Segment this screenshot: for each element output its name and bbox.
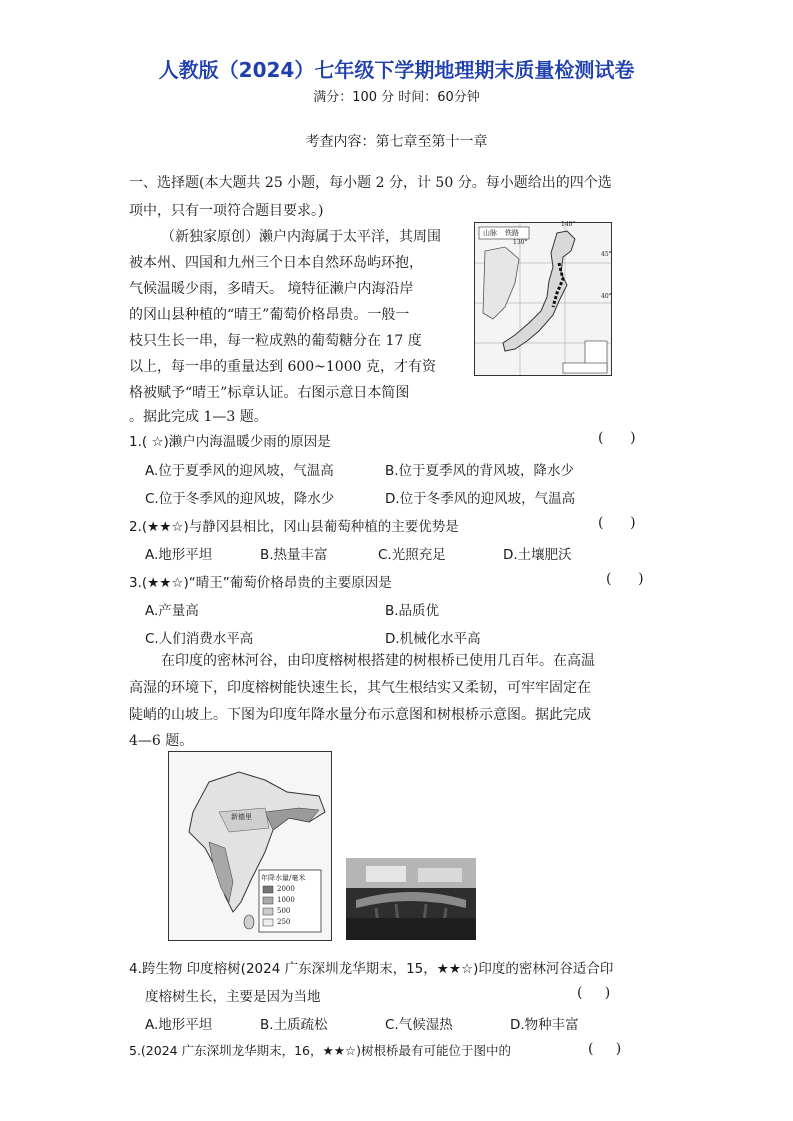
exam-title: 人教版（2024）七年级下学期地理期末质量检测试卷 bbox=[158, 58, 635, 82]
map-longitude-label: 140° bbox=[561, 221, 576, 228]
q4-stem-line2: 度榕树生长，主要是因为当地 bbox=[145, 989, 321, 1005]
exam-subtitle: 满分：100 分 时间：60分钟 bbox=[313, 90, 480, 105]
section1-heading-line1: 一、选择题(本大题共 25 小题，每小题 2 分，计 50 分。每小题给出的四个选 bbox=[129, 175, 612, 191]
map-legend-value: 500 bbox=[277, 907, 291, 915]
japan-map-image bbox=[475, 223, 611, 375]
map-legend-value: 1000 bbox=[277, 896, 295, 904]
q3-option-a[interactable]: A.产量高 bbox=[145, 603, 199, 619]
passage1-line: 枝只生长一串，每一粒成熟的葡萄糖分在 17 度 bbox=[129, 333, 422, 349]
map-latitude-label: 40° bbox=[601, 293, 612, 300]
exam-scope: 考查内容：第七章至第十一章 bbox=[305, 134, 488, 150]
q3-answer-bracket[interactable]: ( ) bbox=[606, 571, 644, 587]
q2-stem: 2.(★★☆)与静冈县相比，冈山县葡萄种植的主要优势是 bbox=[129, 519, 459, 535]
map-longitude-label: 130° bbox=[513, 239, 528, 246]
q1-option-b[interactable]: B.位于夏季风的背风坡，降水少 bbox=[385, 463, 575, 479]
q4-stem-line1: 4.跨生物 印度榕树(2024 广东深圳龙华期末，15，★★☆)印度的密林河谷适合印 bbox=[129, 961, 614, 977]
q2-option-a[interactable]: A.地形平坦 bbox=[145, 547, 213, 563]
india-map-image bbox=[169, 752, 331, 940]
map-legend-value: 2000 bbox=[277, 885, 295, 893]
section1-heading-line2: 项中，只有一项符合题目要求。) bbox=[129, 203, 324, 219]
map-legend-label: 山脉 bbox=[483, 229, 497, 237]
q4-answer-bracket[interactable]: ( ) bbox=[577, 985, 611, 1001]
map-legend-title: 年降水量/毫米 bbox=[261, 874, 306, 882]
q4-option-c[interactable]: C.气候湿热 bbox=[385, 1017, 453, 1033]
q5-stem: 5.(2024 广东深圳龙华期末，16，★★☆)树根桥最有可能位于图中的 bbox=[129, 1043, 511, 1058]
passage1-line: 以上，每一串的重量达到 600~1000 克，才有资 bbox=[129, 359, 436, 375]
q1-answer-bracket[interactable]: ( ) bbox=[598, 430, 636, 446]
root-bridge-photo bbox=[346, 858, 476, 940]
q2-option-d[interactable]: D.土壤肥沃 bbox=[503, 547, 572, 563]
q4-option-a[interactable]: A.地形平坦 bbox=[145, 1017, 213, 1033]
q4-option-b[interactable]: B.土质疏松 bbox=[260, 1017, 328, 1033]
q3-option-c[interactable]: C.人们消费水平高 bbox=[145, 631, 254, 647]
passage1-line: 格被赋予“晴王”标章认证。右图示意日本简图 bbox=[129, 385, 410, 401]
q1-option-c[interactable]: C.位于冬季风的迎风坡，降水少 bbox=[145, 491, 335, 507]
q1-option-d[interactable]: D.位于冬季风的迎风坡，气温高 bbox=[385, 491, 576, 507]
q4-option-d[interactable]: D.物种丰富 bbox=[510, 1017, 579, 1033]
q3-option-b[interactable]: B.品质优 bbox=[385, 603, 440, 619]
q1-option-a[interactable]: A.位于夏季风的迎风坡，气温高 bbox=[145, 463, 334, 479]
japan-map-figure bbox=[474, 222, 612, 376]
passage1-line: 气候温暖少雨，多晴天。 境特征濑户内海沿岸 bbox=[129, 281, 414, 297]
q1-stem: 1.( ☆)濑户内海温暖少雨的原因是 bbox=[129, 434, 331, 450]
passage1-line: 。据此完成 1—3 题。 bbox=[129, 409, 268, 425]
passage2-line: 高湿的环境下，印度榕树能快速生长，其气生根结实又柔韧，可牢牢固定在 bbox=[129, 680, 591, 696]
map-legend-value: 250 bbox=[277, 918, 291, 926]
q5-answer-bracket[interactable]: ( ) bbox=[588, 1041, 622, 1057]
q2-answer-bracket[interactable]: ( ) bbox=[598, 515, 636, 531]
passage2-line: 陡峭的山坡上。下图为印度年降水量分布示意图和树根桥示意图。据此完成 bbox=[129, 707, 591, 723]
map-latitude-label: 45° bbox=[601, 251, 612, 258]
passage2-line: 在印度的密林河谷，由印度榕树根搭建的树根桥已使用几百年。在高温 bbox=[161, 653, 595, 669]
passage1-line: （新独家原创）濑户内海属于太平洋，其周围 bbox=[161, 229, 441, 245]
map-city-label: 新德里 bbox=[231, 813, 252, 821]
q2-option-c[interactable]: C.光照充足 bbox=[378, 547, 446, 563]
q3-option-d[interactable]: D.机械化水平高 bbox=[385, 631, 481, 647]
passage1-line: 被本州、四国和九州三个日本自然环岛屿环抱， bbox=[129, 255, 423, 271]
q2-option-b[interactable]: B.热量丰富 bbox=[260, 547, 328, 563]
india-precipitation-map bbox=[168, 751, 332, 941]
passage2-line: 4—6 题。 bbox=[129, 733, 194, 749]
root-bridge-image bbox=[346, 858, 476, 940]
map-legend-label: 铁路 bbox=[505, 229, 519, 237]
passage1-line: 的冈山县种植的“晴王”葡萄价格昂贵。一般一 bbox=[129, 307, 410, 323]
q3-stem: 3.(★★☆)“晴王”葡萄价格昂贵的主要原因是 bbox=[129, 575, 392, 591]
